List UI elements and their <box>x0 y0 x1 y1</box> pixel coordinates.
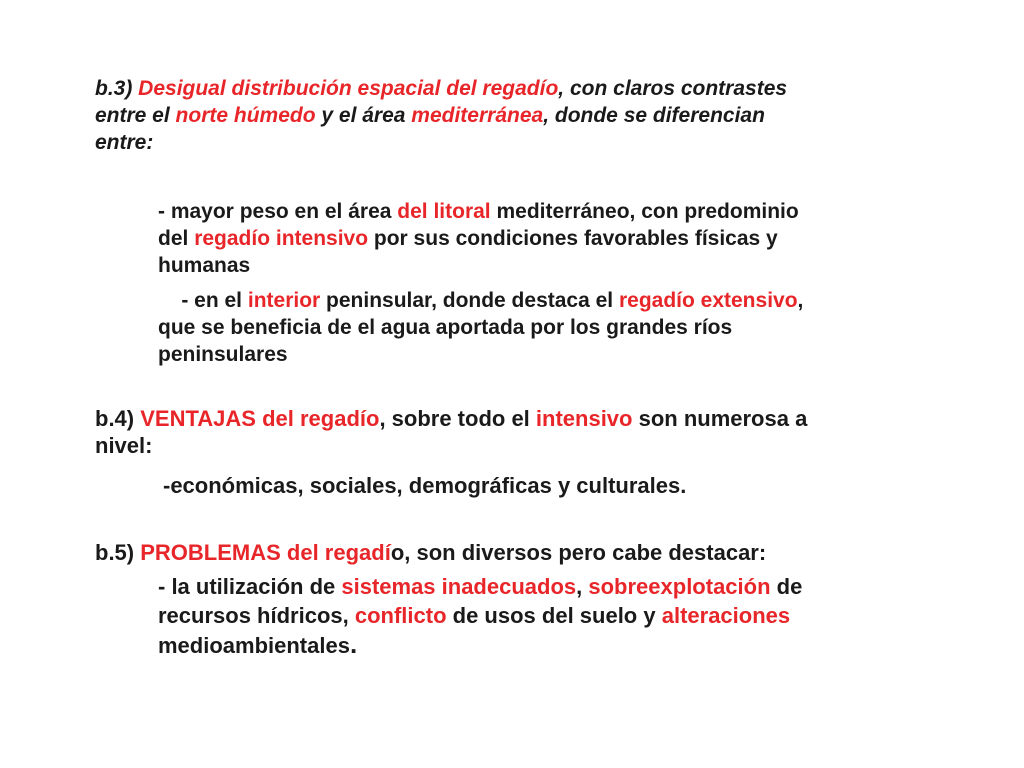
paragraph-b3 <box>95 75 787 156</box>
highlight-conflicto: conflicto <box>354 603 447 628</box>
b3-item2-line-1 <box>158 287 803 314</box>
b5-item1-line-1 <box>158 572 802 601</box>
b3-label: b.3) <box>95 77 139 100</box>
b5-item1-line-3 <box>158 630 802 660</box>
highlight-norte-humedo: norte húmedo <box>175 104 316 127</box>
text: peninsulares <box>158 343 288 366</box>
b5-label: b.5) <box>95 540 141 565</box>
text: o, son diversos pero cabe destacar: <box>390 540 767 565</box>
text: por sus condiciones favorables físicas y <box>368 227 778 250</box>
b3-item1-line-3 <box>158 252 799 279</box>
highlight-del-litoral: del litoral <box>397 200 491 223</box>
text: del <box>158 227 195 250</box>
highlight-mediterranea: mediterránea <box>411 104 544 127</box>
text: . <box>349 629 358 659</box>
text: y el área <box>315 104 412 127</box>
highlight-problemas: PROBLEMAS del regadí <box>140 540 391 565</box>
highlight-intensivo: intensivo <box>535 406 633 431</box>
paragraph-b5 <box>95 539 766 566</box>
text: mediterráneo, con predominio <box>490 200 799 223</box>
b4-line-2 <box>95 432 807 459</box>
b4-item-ventajas <box>163 472 686 499</box>
b3-line-3 <box>95 129 787 156</box>
text: entre el <box>95 104 176 127</box>
text: - en el <box>158 289 248 312</box>
b3-item-interior <box>158 287 803 368</box>
b5-item1-line-2 <box>158 601 802 630</box>
b3-item2-line-2 <box>158 314 803 341</box>
b5-line-1 <box>95 539 766 566</box>
b4-label: b.4) <box>95 406 141 431</box>
b3-item1-line-2 <box>158 225 799 252</box>
text: , donde se diferencian <box>543 104 765 127</box>
b4-item1-line-1 <box>163 472 686 499</box>
text: humanas <box>158 254 251 277</box>
text: , <box>576 574 589 599</box>
highlight-alteraciones: alteraciones <box>661 603 791 628</box>
highlight-sistemas-inadecuados: sistemas inadecuados <box>341 574 577 599</box>
highlight-ventajas: VENTAJAS del regadío <box>140 406 380 431</box>
b3-item2-line-3 <box>158 341 803 368</box>
b4-line-1 <box>95 405 807 432</box>
text: que se beneficia de el agua aportada por los grandes ríos <box>158 316 733 339</box>
paragraph-b4 <box>95 405 807 459</box>
highlight-desigual-distribucion: Desigual distribución espacial del regadío <box>138 77 559 100</box>
text: , <box>797 289 804 312</box>
text: de usos del suelo y <box>446 603 662 628</box>
b3-item-litoral <box>158 198 799 279</box>
text: son numerosa a <box>632 406 808 431</box>
highlight-regadio-extensivo: regadío extensivo <box>618 289 798 312</box>
b3-line-1 <box>95 75 787 102</box>
b5-item-problemas <box>158 572 802 660</box>
b3-line-2 <box>95 102 787 129</box>
highlight-interior: interior <box>247 289 321 312</box>
b3-item1-line-1 <box>158 198 799 225</box>
text: -económicas, sociales, demográficas y culturales. <box>163 473 687 498</box>
text: nivel: <box>95 433 153 458</box>
text: peninsular, donde destaca el <box>320 289 619 312</box>
text: , con claros contrastes <box>558 77 788 100</box>
text: recursos hídricos, <box>158 603 355 628</box>
text: entre: <box>95 131 154 154</box>
text: - la utilización de <box>158 574 342 599</box>
text: de <box>770 574 803 599</box>
text: - mayor peso en el área <box>158 200 398 223</box>
highlight-sobreexplotacion: sobreexplotación <box>588 574 771 599</box>
text: medioambientales <box>158 633 350 658</box>
highlight-regadio-intensivo: regadío intensivo <box>194 227 369 250</box>
text: , sobre todo el <box>379 406 536 431</box>
